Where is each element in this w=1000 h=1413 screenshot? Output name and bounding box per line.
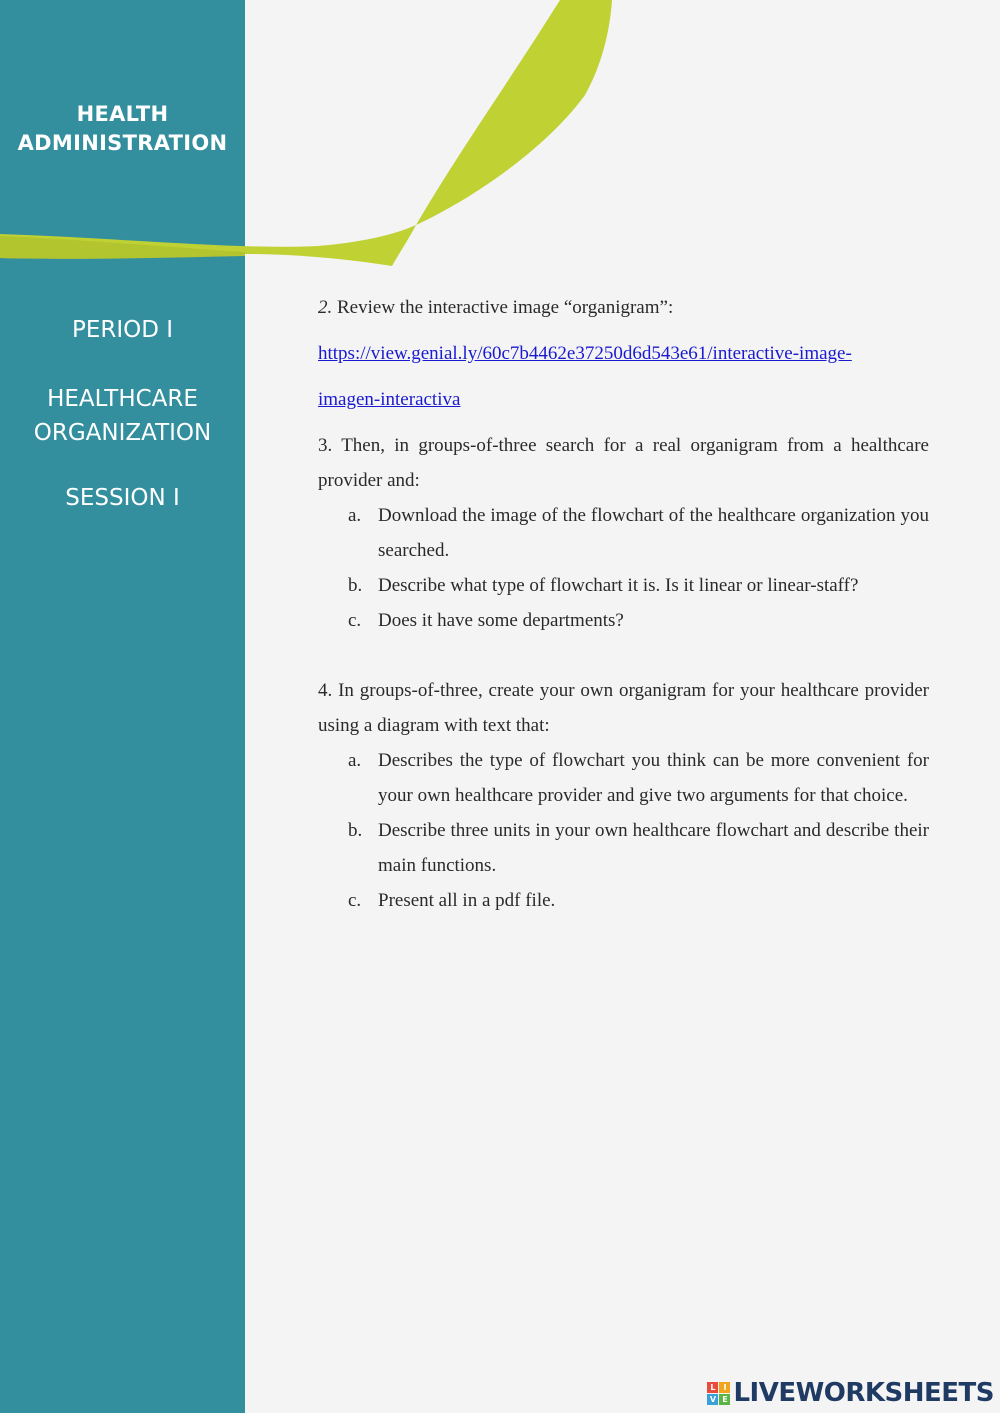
period-label: PERIOD I — [71, 317, 174, 343]
organigram-link-line2 — [318, 382, 929, 417]
list-marker: a. — [348, 750, 362, 771]
list-item — [318, 883, 929, 918]
list-item-text: Present all in a pdf file. — [378, 890, 556, 911]
item-2 — [318, 290, 929, 325]
item-3-text: Then, in groups-of-three search for a real organigram from a healthcare provider and: — [318, 435, 929, 491]
list-item — [318, 498, 929, 568]
organigram-link-part2[interactable]: imagen-interactiva — [318, 389, 461, 410]
list-item — [318, 568, 929, 603]
organigram-link-line1 — [318, 336, 929, 371]
list-item-text: Describes the type of flowchart you think can be more convenient for your own healthcare provider and give two arguments for that choice. — [378, 750, 929, 806]
session-label: SESSION I — [65, 485, 180, 511]
organization-line2: ORGANIZATION — [33, 420, 212, 446]
swoosh-upper-curve — [416, 0, 612, 225]
list-item-text: Describe three units in your own healthcare flowchart and describe their main functions. — [378, 820, 929, 876]
list-marker: b. — [348, 575, 363, 596]
item-2-text: Review the interactive image “organigram”: — [332, 297, 674, 318]
organization-line1: HEALTHCARE — [47, 386, 198, 412]
list-marker: a. — [348, 505, 362, 526]
list-marker: c. — [348, 890, 362, 911]
list-item-text: Download the image of the flowchart of the healthcare organization you searched. — [378, 505, 929, 561]
item-4: 4. In groups-of-three, create your own organigram for your healthcare provider using a diagram with text that: — [318, 680, 929, 736]
liveworksheets-logo[interactable] — [707, 1379, 994, 1407]
list-item — [318, 603, 929, 638]
item-3-number: 3. — [318, 435, 333, 456]
organization-label — [0, 382, 245, 450]
logo-mark-letter: E — [719, 1394, 730, 1405]
department-title — [0, 100, 245, 158]
department-line2: ADMINISTRATION — [17, 131, 228, 155]
list-marker: b. — [348, 820, 363, 841]
logo-mark-letter: L — [707, 1382, 718, 1393]
liveworksheets-logo-icon — [707, 1382, 730, 1405]
department-line1: HEALTH — [76, 102, 169, 126]
item-2-number: 2. — [318, 297, 333, 318]
logo-mark-letter: I — [719, 1382, 730, 1393]
list-item-text: Describe what type of flowchart it is. Is it linear or linear-staff? — [378, 575, 859, 596]
item-4-sublist — [318, 743, 929, 918]
item-3 — [318, 428, 929, 498]
worksheet-content — [318, 290, 929, 918]
logo-mark-letter: V — [707, 1394, 718, 1405]
list-marker: c. — [348, 610, 362, 631]
list-item — [318, 743, 929, 813]
item-3-sublist — [318, 498, 929, 638]
list-item — [318, 813, 929, 883]
organigram-link-part1[interactable]: https://view.genial.ly/60c7b4462e37250d6d543e61/interactive-image- — [318, 343, 852, 364]
list-item-text: Does it have some departments? — [378, 610, 624, 631]
liveworksheets-logo-text: LIVEWORKSHEETS — [733, 1378, 994, 1408]
